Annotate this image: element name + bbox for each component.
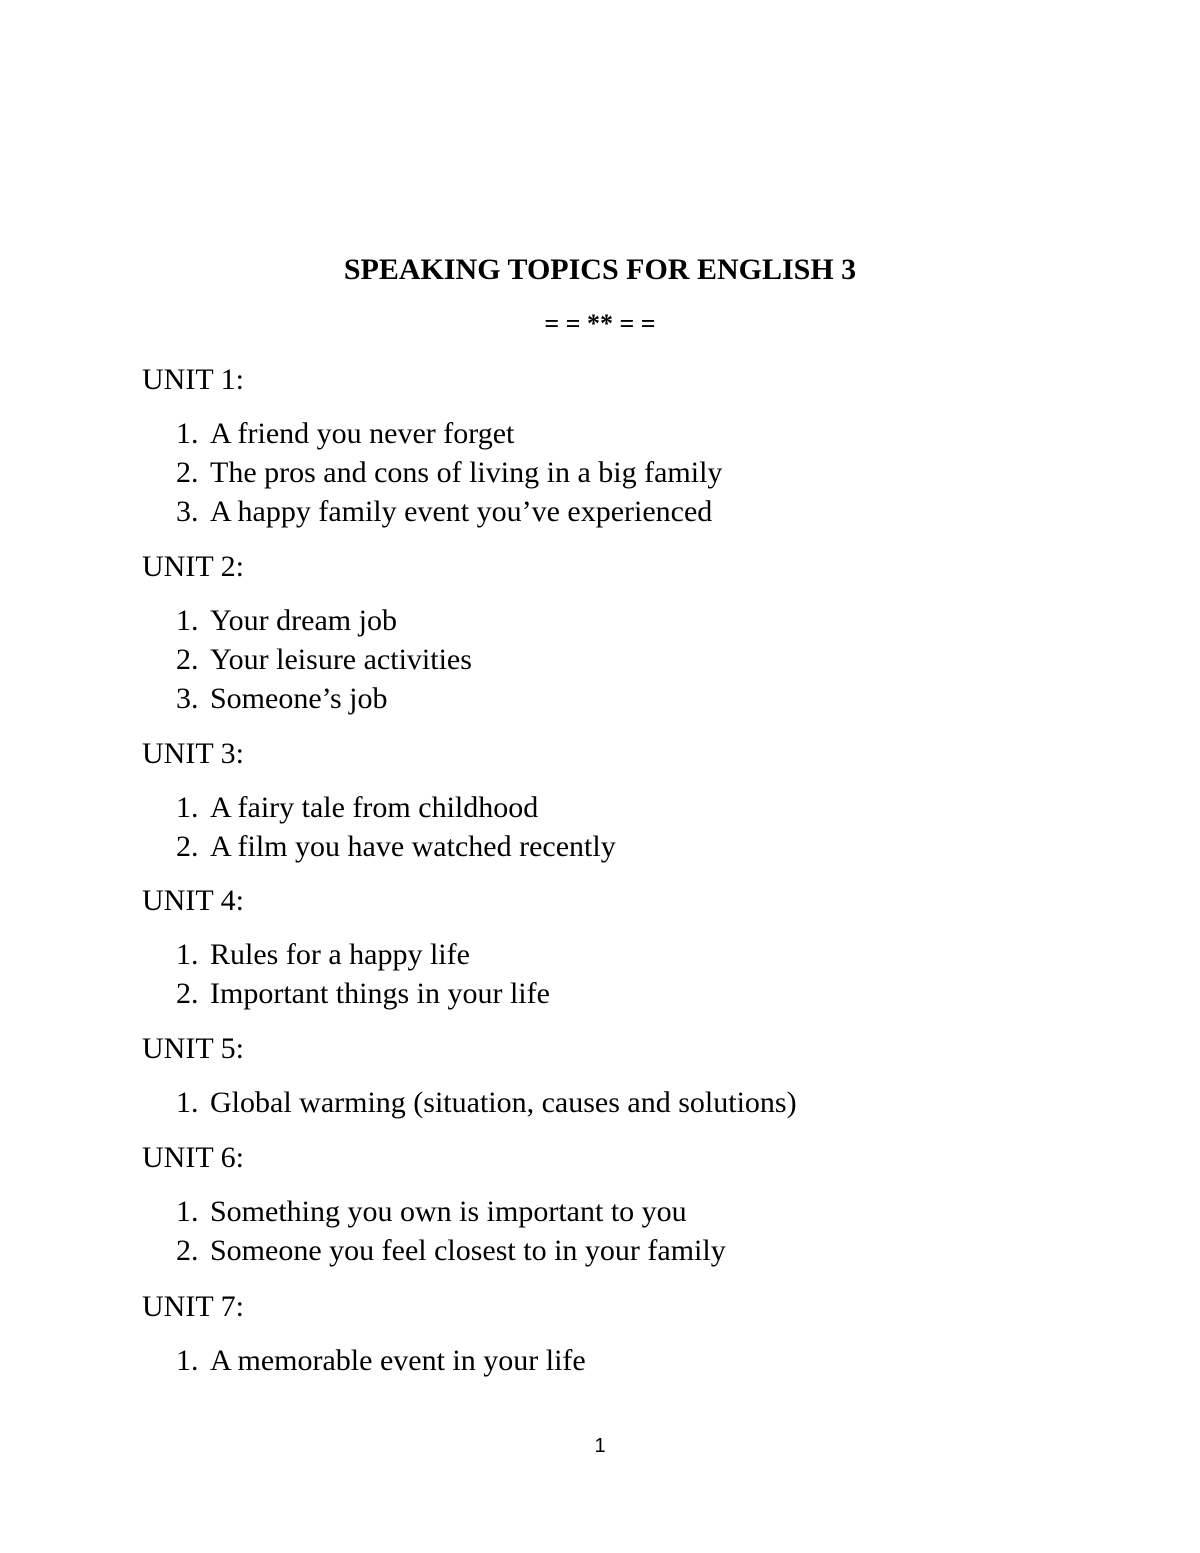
- title-separator: = = ** = =: [544, 309, 656, 338]
- topic-number: 2.: [176, 977, 199, 1010]
- topic-item: [142, 974, 1042, 1013]
- topic-text: A film you have watched recently: [210, 830, 616, 863]
- topic-item: [142, 1192, 1042, 1231]
- unit-heading: UNIT 1:: [142, 363, 244, 396]
- topic-text: The pros and cons of living in a big family: [210, 456, 723, 489]
- topic-number: 1.: [176, 1086, 199, 1119]
- topic-text: Your dream job: [210, 604, 397, 637]
- unit-heading: UNIT 4:: [142, 884, 244, 917]
- topic-item: [142, 1231, 1042, 1270]
- topic-item: [142, 640, 1042, 679]
- topic-number: 2.: [176, 456, 199, 489]
- topic-item: [142, 414, 1042, 453]
- topic-number: 1.: [176, 938, 199, 971]
- topic-number: 1.: [176, 1344, 199, 1377]
- unit-heading: UNIT 6:: [142, 1141, 244, 1174]
- topic-number: 1.: [176, 1195, 199, 1228]
- topic-item: [142, 453, 1042, 492]
- topic-number: 3.: [176, 495, 199, 528]
- page-title: SPEAKING TOPICS FOR ENGLISH 3: [343, 253, 857, 286]
- topic-number: 3.: [176, 682, 199, 715]
- topic-text: Global warming (situation, causes and solutions): [210, 1086, 797, 1119]
- topic-item: [142, 827, 1042, 866]
- topic-number: 2.: [176, 1234, 199, 1267]
- unit-5: [142, 1029, 1042, 1122]
- topic-number: 1.: [176, 417, 199, 450]
- topic-list: [142, 788, 1042, 866]
- topic-list: [142, 601, 1042, 718]
- topic-number: 1.: [176, 791, 199, 824]
- unit-2: [142, 547, 1042, 718]
- topic-item: [142, 935, 1042, 974]
- topic-list: [142, 414, 1042, 531]
- unit-1: [142, 360, 1042, 531]
- unit-heading: UNIT 3:: [142, 737, 244, 770]
- unit-heading: UNIT 5:: [142, 1032, 244, 1065]
- topic-item: [142, 601, 1042, 640]
- unit-heading: UNIT 2:: [142, 550, 244, 583]
- topic-text: A friend you never forget: [210, 417, 515, 450]
- topic-number: 2.: [176, 643, 199, 676]
- unit-7: [142, 1287, 1042, 1380]
- topic-list: [142, 1083, 1042, 1122]
- topic-text: Rules for a happy life: [210, 938, 470, 971]
- topic-text: A happy family event you’ve experienced: [210, 495, 713, 528]
- topic-text: Something you own is important to you: [210, 1195, 687, 1228]
- topic-text: Someone you feel closest to in your family: [210, 1234, 726, 1267]
- topic-text: Someone’s job: [210, 682, 388, 715]
- topic-item: [142, 1083, 1042, 1122]
- topic-list: [142, 1341, 1042, 1380]
- topic-item: [142, 788, 1042, 827]
- unit-4: [142, 881, 1042, 1013]
- topic-item: [142, 679, 1042, 718]
- topic-number: 1.: [176, 604, 199, 637]
- topic-list: [142, 935, 1042, 1013]
- topic-text: Your leisure activities: [210, 643, 472, 676]
- topic-item: [142, 1341, 1042, 1380]
- unit-6: [142, 1138, 1042, 1270]
- topic-text: Important things in your life: [210, 977, 550, 1010]
- unit-3: [142, 734, 1042, 866]
- topic-list: [142, 1192, 1042, 1270]
- topic-text: A fairy tale from childhood: [210, 791, 539, 824]
- topic-item: [142, 492, 1042, 531]
- topic-text: A memorable event in your life: [210, 1344, 586, 1377]
- page-number: 1: [594, 1435, 606, 1457]
- topic-number: 2.: [176, 830, 199, 863]
- unit-heading: UNIT 7:: [142, 1290, 244, 1323]
